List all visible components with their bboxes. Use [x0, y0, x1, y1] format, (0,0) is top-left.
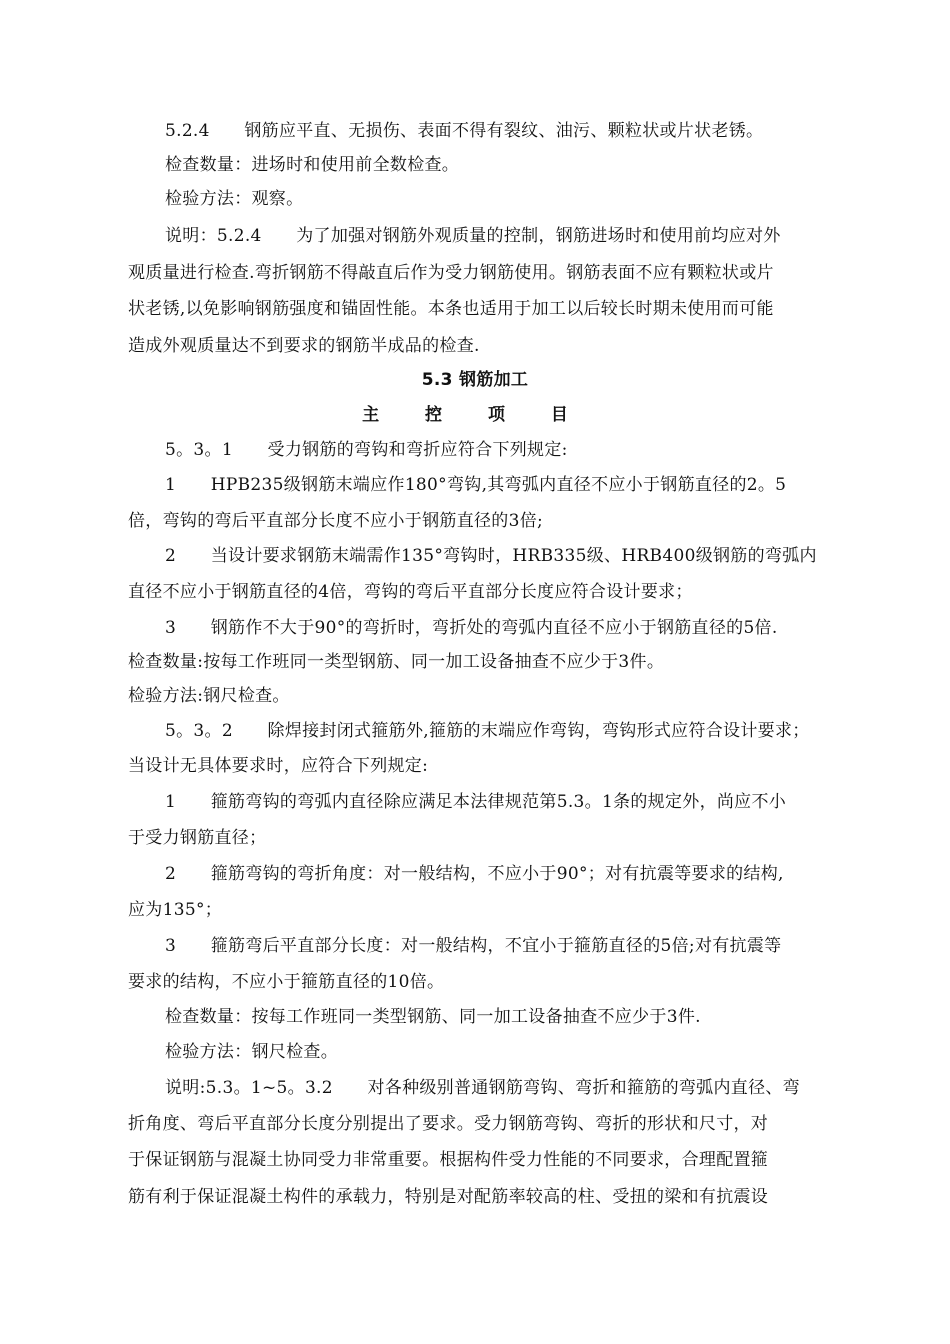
- text-line: 于保证钢筋与混凝土协同受力非常重要。根据构件受力性能的不同要求，合理配置箍: [128, 1150, 769, 1170]
- text-line: 说明：5.2.4 为了加强对钢筋外观质量的控制，钢筋进场时和使用前均应对外: [165, 226, 781, 246]
- text-line: 3 箍筋弯后平直部分长度：对一般结构，不宜小于箍筋直径的5倍;对有抗震等: [165, 936, 782, 956]
- text-line: 造成外观质量达不到要求的钢筋半成品的检查.: [128, 336, 480, 356]
- text-line: 观质量进行检查.弯折钢筋不得敲直后作为受力钢筋使用。钢筋表面不应有颗粒状或片: [128, 263, 774, 283]
- text-line: 5。3。1 受力钢筋的弯钩和弯折应符合下列规定:: [165, 440, 568, 460]
- text-line: 于受力钢筋直径；: [128, 828, 267, 848]
- text-line: 折角度、弯后平直部分长度分别提出了要求。受力钢筋弯钩、弯折的形状和尺寸，对: [128, 1114, 769, 1134]
- text-line: 状老锈,以免影响钢筋强度和锚固性能。本条也适用于加工以后较长时期未使用而可能: [128, 299, 774, 319]
- text-line: 检验方法:钢尺检查。: [128, 686, 290, 706]
- text-line: 检查数量:按每工作班同一类型钢筋、同一加工设备抽查不应少于3件。: [128, 652, 665, 672]
- text-line: 5.2.4 钢筋应平直、无损伤、表面不得有裂纹、油污、颗粒状或片状老锈。: [165, 121, 764, 141]
- text-line: 检验方法：观察。: [165, 189, 304, 209]
- text-line: 3 钢筋作不大于90°的弯折时，弯折处的弯弧内直径不应小于钢筋直径的5倍.: [165, 618, 778, 638]
- text-line: 检查数量：进场时和使用前全数检查。: [165, 155, 460, 175]
- section-heading: 5.3 钢筋加工: [421, 370, 529, 390]
- text-line: 说明:5.3。1~5。3.2 对各种级别普通钢筋弯钩、弯折和箍筋的弯弧内直径、弯: [165, 1078, 800, 1098]
- text-line: 当设计无具体要求时，应符合下列规定:: [128, 756, 429, 776]
- text-line: 要求的结构，不应小于箍筋直径的10倍。: [128, 972, 445, 992]
- text-line: 2 箍筋弯钩的弯折角度：对一般结构，不应小于90°；对有抗震等要求的结构,: [165, 864, 784, 884]
- text-line: 2 当设计要求钢筋末端需作135°弯钩时，HRB335级、HRB400级钢筋的弯弧内: [165, 546, 817, 566]
- subsection-heading: 主 控 项 目: [362, 405, 588, 425]
- text-line: 倍，弯钩的弯后平直部分长度不应小于钢筋直径的3倍;: [128, 511, 544, 531]
- text-line: 检查数量：按每工作班同一类型钢筋、同一加工设备抽查不应少于3件.: [165, 1007, 701, 1027]
- text-line: 筋有利于保证混凝土构件的承载力，特别是对配筋率较高的柱、受扭的梁和有抗震设: [128, 1187, 769, 1207]
- text-line: 应为135°；: [128, 900, 223, 920]
- text-line: 检验方法：钢尺检查。: [165, 1042, 338, 1062]
- text-line: 1 HPB235级钢筋末端应作180°弯钩,其弯弧内直径不应小于钢筋直径的2。5: [165, 475, 787, 495]
- text-line: 5。3。2 除焊接封闭式箍筋外,箍筋的末端应作弯钩，弯钩形式应符合设计要求；: [165, 721, 810, 741]
- text-line: 1 箍筋弯钩的弯弧内直径除应满足本法律规范第5.3。1条的规定外，尚应不小: [165, 792, 787, 812]
- text-line: 直径不应小于钢筋直径的4倍，弯钩的弯后平直部分长度应符合设计要求；: [128, 582, 693, 602]
